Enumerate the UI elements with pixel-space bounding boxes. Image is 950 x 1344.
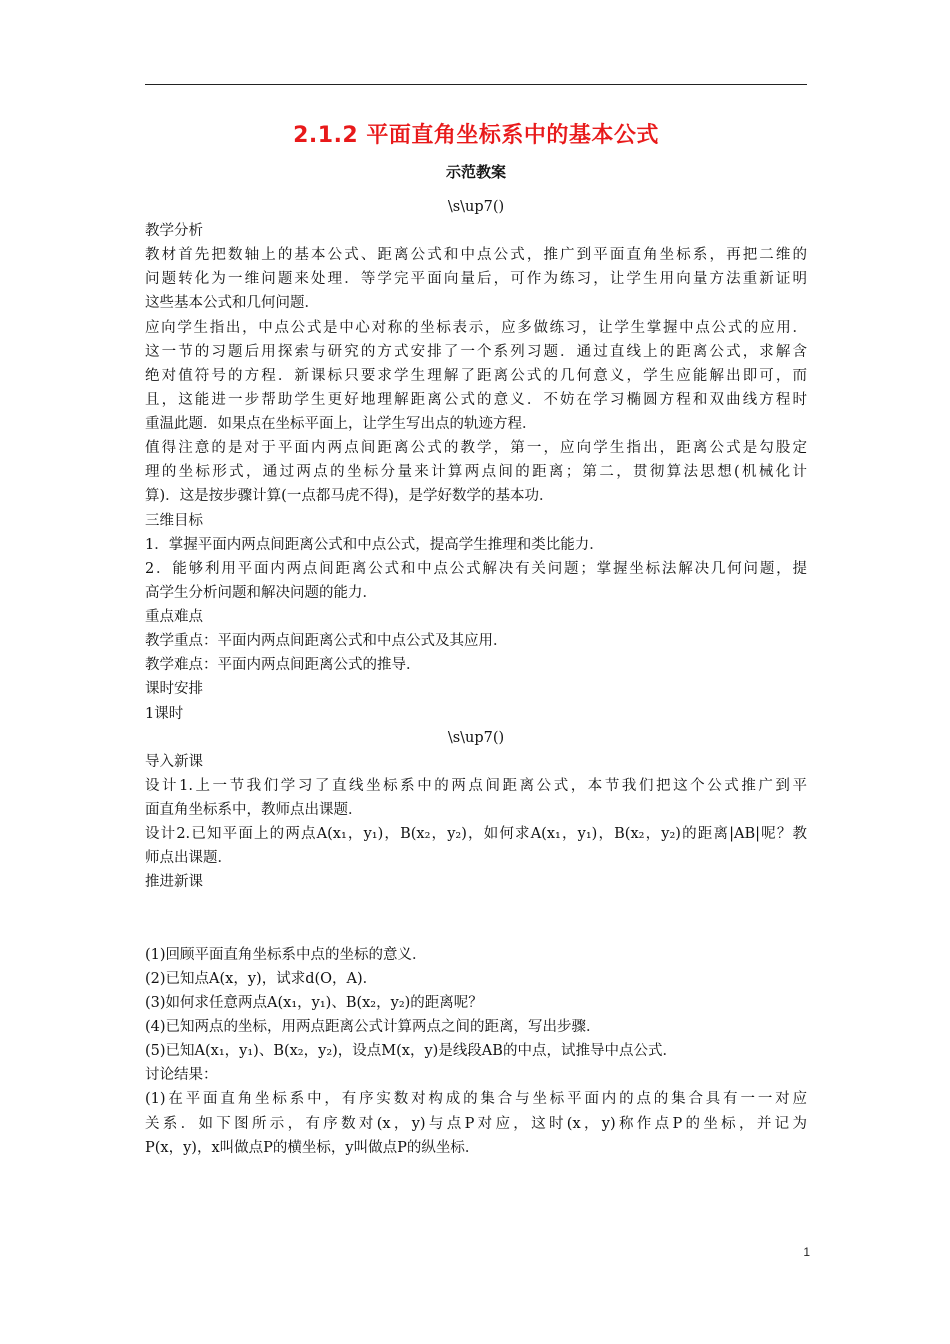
text-line: (1)回顾平面直角坐标系中点的坐标的意义． [145, 946, 427, 963]
text-line: 高学生分析问题和解决问题的能力． [145, 584, 377, 601]
text-line: (4)已知两点的坐标，用两点距离公式计算两点之间的距离，写出步骤． [145, 1019, 601, 1036]
text-line: 教材首先把数轴上的基本公式、距离公式和中点公式，推广到平面直角坐标系，再把二维的 [145, 247, 807, 264]
text-line: (1)在平面直角坐标系中，有序实数对构成的集合与坐标平面内的点的集合具有一一对应 [145, 1091, 807, 1108]
text-line: 重点难点 [145, 609, 203, 626]
header-rule [145, 84, 807, 85]
text-line: 2．能够利用平面内两点间距离公式和中点公式解决有关问题；掌握坐标法解决几何问题，提 [145, 560, 807, 577]
text-line: 算)．这是按步骤计算(一点都马虎不得)，是学好数学的基本功． [145, 488, 554, 505]
text-line: 值得注意的是对于平面内两点间距离公式的教学，第一，应向学生指出，距离公式是勾股定 [145, 440, 807, 457]
page-subtitle: 示范教案 [445, 163, 506, 181]
text-line: 重温此题．如果点在坐标平面上，让学生写出点的轨迹方程． [145, 416, 537, 433]
text-line: P(x，y)，x叫做点P的横坐标，y叫做点P的纵坐标． [145, 1139, 480, 1156]
text-line: 教学分析 [145, 223, 203, 240]
text-line: 设计2.已知平面上的两点A(x₁，y₁)，B(x₂，y₂)，如何求A(x₁，y₁)，B(x₂，y₂)的距离|AB|呢？教 [145, 826, 807, 843]
text-line: 面直角坐标系中，教师点出课题． [145, 802, 363, 818]
text-line: 这一节的习题后用探索与研究的方式安排了一个系列习题．通过直线上的距离公式，求解含 [145, 343, 807, 360]
text-line: 1．掌握平面内两点间距离公式和中点公式，提高学生推理和类比能力． [145, 536, 604, 553]
page-title: 2.1.2 平面直角坐标系中的基本公式 [293, 123, 659, 148]
text-line: 教学难点：平面内两点间距离公式的推导． [145, 657, 421, 674]
text-line: (2)已知点A(x，y)，试求d(O，A)． [145, 970, 378, 987]
text-line: 导入新课 [145, 753, 203, 770]
text-line: (3)如何求任意两点A(x₁，y₁)、B(x₂，y₂)的距离呢？ [145, 994, 483, 1011]
text-line: 问题转化为一维问题来处理．等学完平面向量后，可作为练习，让学生用向量方法重新证明 [145, 271, 807, 288]
text-line: 1课时 [145, 705, 184, 722]
text-line: 关系．如下图所示，有序数对(x，y)与点P对应，这时(x，y)称作点P的坐标，并记为 [145, 1115, 807, 1132]
text-line: 这些基本公式和几何问题． [145, 295, 319, 312]
text-line: 理的坐标形式，通过两点的坐标分量来计算两点间的距离；第二，贯彻算法思想(机械化计 [145, 464, 807, 481]
text-line: 师点出课题． [145, 850, 232, 867]
section-marker: \s\up7() [447, 729, 505, 746]
text-line: (5)已知A(x₁，y₁)、B(x₂，y₂)，设点M(x，y)是线段AB的中点，试推导中点公式． [145, 1043, 677, 1060]
text-line: 设计1.上一节我们学习了直线坐标系中的两点间距离公式，本节我们把这个公式推广到平 [145, 777, 807, 794]
text-line: 且，这能进一步帮助学生更好地理解距离公式的意义．不妨在学习椭圆方程和双曲线方程时 [145, 391, 807, 408]
text-line: 讨论结果： [145, 1067, 218, 1084]
text-line: 三维目标 [145, 512, 203, 529]
section-marker: \s\up7() [447, 199, 505, 215]
text-line: 应向学生指出，中点公式是中心对称的坐标表示，应多做练习，让学生掌握中点公式的应用． [145, 319, 807, 336]
text-line: 课时安排 [145, 681, 203, 698]
page-number: 1 [803, 1245, 810, 1259]
text-line: 教学重点：平面内两点间距离公式和中点公式及其应用． [145, 633, 508, 650]
text-line: 推进新课 [145, 874, 203, 891]
text-line: 绝对值符号的方程．新课标只要求学生理解了距离公式的几何意义，学生应能解出即可，而 [145, 367, 807, 384]
